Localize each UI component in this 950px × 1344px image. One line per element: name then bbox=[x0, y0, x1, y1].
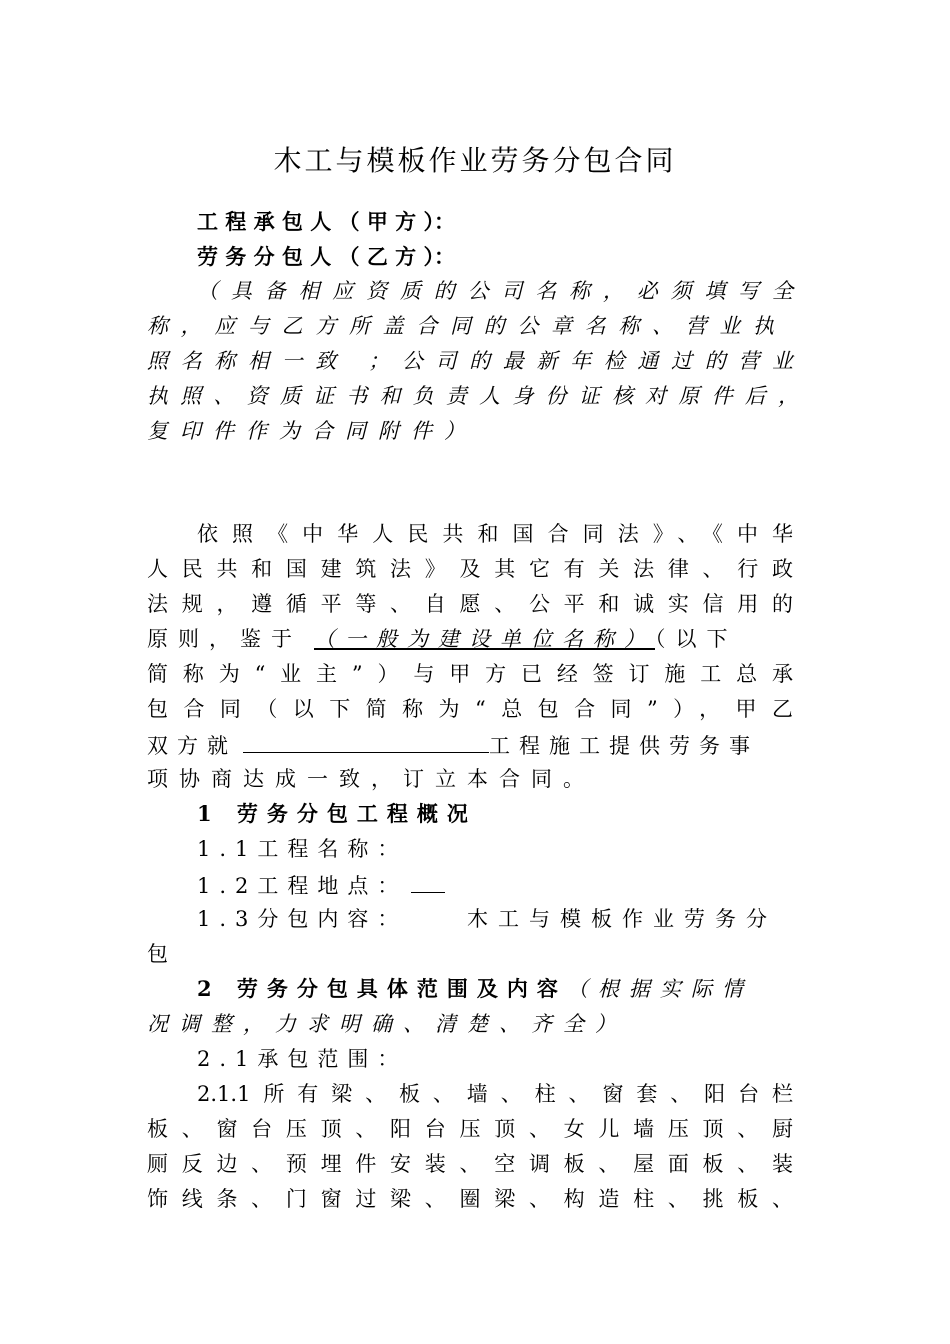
item-1-3 bbox=[197, 907, 793, 931]
preamble-line-7-end: 工程施工提供劳务事 bbox=[489, 734, 759, 758]
item-2-1-1-line-1: 2.1.1所有梁、板、墙、柱、窗套、阳台栏 bbox=[197, 1082, 793, 1106]
item-1-1: 1.1工程名称： bbox=[197, 837, 408, 861]
item-1-2 bbox=[197, 872, 793, 896]
note-line-2: 称，应与乙方所盖合同的公章名称、营业执 bbox=[147, 314, 774, 338]
preamble-line-1: 依照《中华人民共和国合同法》、《中华 bbox=[197, 522, 793, 546]
section-2-note-continued: 况调整，力求明确、清楚、齐全） bbox=[147, 1012, 627, 1036]
preamble-line-7-start: 双方就 bbox=[147, 734, 237, 758]
item-1-3-continued: 包 bbox=[147, 942, 168, 966]
note-line-3: 照名称相一致 ；公司的最新年检通过的营业 bbox=[147, 349, 793, 373]
preamble-line-7 bbox=[147, 732, 793, 756]
note-line-5: 复印件作为合同附件） bbox=[147, 419, 465, 443]
item-2-1-1-line-3: 厕反边、预埋件安装、空调板、屋面板、装 bbox=[147, 1152, 793, 1176]
item-1-3-label: 1.3分包内容： bbox=[197, 907, 408, 931]
section-2-heading-line bbox=[197, 977, 793, 1001]
item-1-2-label: 1.2工程地点： bbox=[197, 874, 408, 898]
item-2-1-1-line-4: 饰线条、门窗过梁、圈梁、构造柱、挑板、 bbox=[147, 1187, 793, 1211]
preamble-line-4 bbox=[147, 627, 793, 651]
project-name-blank bbox=[243, 732, 489, 753]
section-1-heading: 1 劳务分包工程概况 bbox=[197, 801, 477, 826]
preamble-line-5: 简称为“业主”）与甲方已经签订施工总承 bbox=[147, 662, 793, 686]
preamble-line-3: 法规，遵循平等、自愿、公平和诚实信用的 bbox=[147, 592, 793, 616]
preamble-line-6: 包合同（以下简称为“总包合同”），甲乙 bbox=[147, 697, 793, 721]
item-2-1-1-line-2: 板、窗台压顶、阳台压顶、女儿墙压顶、厨 bbox=[147, 1117, 793, 1141]
document-title: 木工与模板作业劳务分包合同 bbox=[273, 144, 677, 177]
item-1-3-value: 木工与模板作业劳务分 bbox=[467, 907, 777, 931]
location-blank bbox=[411, 872, 445, 893]
item-2-1: 2.1承包范围： bbox=[197, 1047, 408, 1071]
preamble-line-8: 项协商达成一致，订立本合同。 bbox=[147, 767, 595, 791]
note-line-4: 执照、资质证书和负责人身份证核对原件后， bbox=[147, 384, 799, 408]
preamble-line-4-start: 原则，鉴于 bbox=[147, 627, 302, 651]
note-line-1: （具备相应资质的公司名称，必须填写全 bbox=[197, 279, 793, 303]
section-2-note: （根据实际情 bbox=[566, 977, 753, 1001]
owner-placeholder: （一般为建设单位名称） bbox=[314, 627, 655, 651]
party-a-line: 工 程 承 包 人 （ 甲 方 ）： bbox=[197, 209, 455, 234]
section-2-heading: 2 劳务分包具体范围及内容 bbox=[197, 976, 567, 1001]
preamble-line-4-end: （以下 bbox=[655, 627, 738, 651]
party-b-line: 劳 务 分 包 人 （ 乙 方 ）： bbox=[197, 244, 455, 269]
preamble-line-2: 人民共和国建筑法》及其它有关法律、行政 bbox=[147, 557, 793, 581]
